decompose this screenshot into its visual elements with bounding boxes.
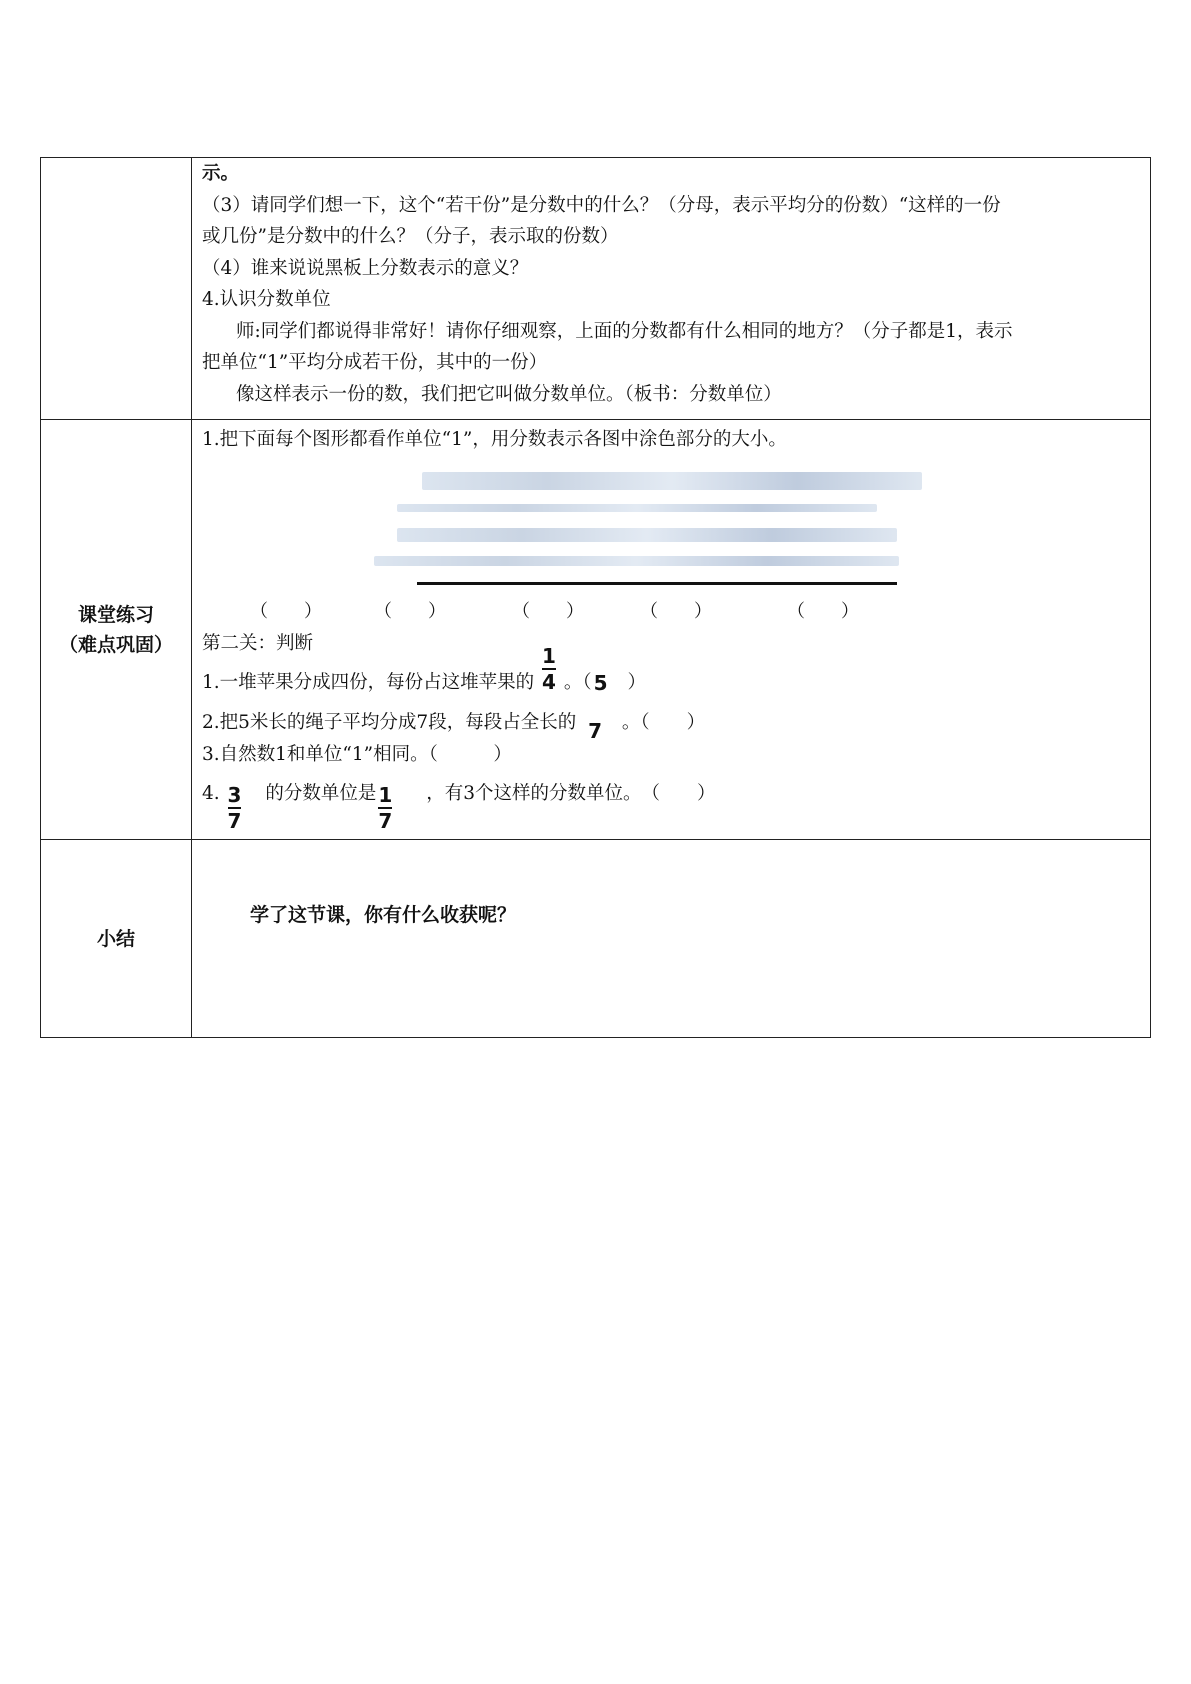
figure-blur-2	[397, 504, 877, 512]
judge-4-fraction	[228, 784, 242, 832]
judge-2-text: 2.把5米长的绳子平均分成7段，每段占全长的	[202, 712, 577, 733]
judge-1-text: 1.一堆苹果分成四份，每份占这堆苹果的	[202, 672, 535, 693]
summary-label: 小结	[96, 927, 135, 950]
figure-blur-3	[397, 528, 897, 542]
judge-4-mid: 的分数单位是	[265, 783, 377, 804]
judge-1-fraction-den: 4	[542, 670, 556, 694]
judge-1-close[interactable]: ）	[627, 672, 647, 693]
summary-label-cell	[41, 840, 192, 1038]
process-line-4: （4）谁来说说黑板上分数表示的意义？	[202, 257, 529, 279]
figure-baseline	[417, 582, 897, 585]
process-row	[41, 158, 1151, 420]
judge-4-prefix: 4.	[202, 783, 220, 804]
judge-1	[202, 644, 1140, 707]
answer-blank-3[interactable]: （ ）	[512, 600, 584, 622]
question-1: 1.把下面每个图形都看作单位“1”，用分数表示各图中涂色部分的大小。	[202, 429, 787, 450]
summary-row	[41, 840, 1151, 1038]
answer-blank-4[interactable]: （ ）	[640, 600, 712, 622]
judge-4-tail[interactable]: ，有3个这样的分数单位。 （ ）	[426, 783, 716, 804]
judge-3[interactable]: 3.自然数1和单位“1”相同。（ ）	[202, 743, 512, 765]
judge-1-tail: 。（	[563, 672, 592, 693]
judge-4	[202, 770, 1140, 833]
answer-blank-2[interactable]: （ ）	[374, 600, 446, 622]
judge-1-fraction-num: 1	[542, 644, 556, 668]
summary-content-cell	[192, 840, 1151, 1038]
judge-4-fraction-num: 3	[227, 783, 242, 807]
judge-4-fraction-2	[378, 784, 392, 832]
answer-blanks	[202, 596, 1140, 626]
judge-2-tail[interactable]: 。（ ）	[621, 712, 706, 733]
figure-blur-1	[422, 472, 922, 490]
practice-sublabel: （难点巩固）	[58, 633, 173, 656]
process-label-cell	[41, 158, 192, 420]
practice-label-cell	[41, 420, 192, 840]
process-line-5: 4.认识分数单位	[202, 289, 331, 310]
shaded-figures	[202, 456, 1140, 626]
process-line-2: （3）请同学们想一下，这个“若干份”是分数中的什么？（分母，表示平均分的份数）“这样的一份	[202, 194, 1001, 216]
process-line-8: 像这样表示一份的数，我们把它叫做分数单位。（板书：分数单位）	[236, 383, 782, 405]
process-line-7: 把单位“1”平均分成若干份，其中的一份）	[202, 352, 548, 373]
practice-label: 课堂练习	[77, 603, 154, 626]
judge-4-fraction-den: 7	[227, 809, 242, 833]
judge-2-fraction-den: 7	[588, 719, 603, 743]
practice-content-cell	[192, 420, 1151, 840]
practice-row	[41, 420, 1151, 840]
summary-prompt: 学了这节课，你有什么收获呢？	[250, 904, 517, 926]
judge-2	[202, 707, 1140, 743]
judge-1-fraction-2-num: 5	[593, 671, 608, 695]
judge-4-fraction-2-den: 7	[378, 809, 393, 833]
answer-blank-1[interactable]: （ ）	[250, 600, 322, 622]
process-content-cell	[192, 158, 1151, 420]
process-line-6: 师:同学们都说得非常好！请你仔细观察，上面的分数都有什么相同的地方？（分子都是1，表示	[236, 320, 1013, 342]
level-2-title: 第二关：判断	[202, 632, 314, 654]
judge-4-fraction-2-num: 1	[378, 783, 393, 807]
process-line-1: 示。	[202, 163, 240, 184]
lesson-table	[40, 157, 1151, 1038]
figure-blur-4	[374, 556, 899, 566]
judge-1-fraction	[542, 645, 556, 693]
process-line-3: 或几份”是分数中的什么？（分子，表示取的份数）	[202, 226, 619, 247]
answer-blank-5[interactable]: （ ）	[787, 600, 859, 622]
